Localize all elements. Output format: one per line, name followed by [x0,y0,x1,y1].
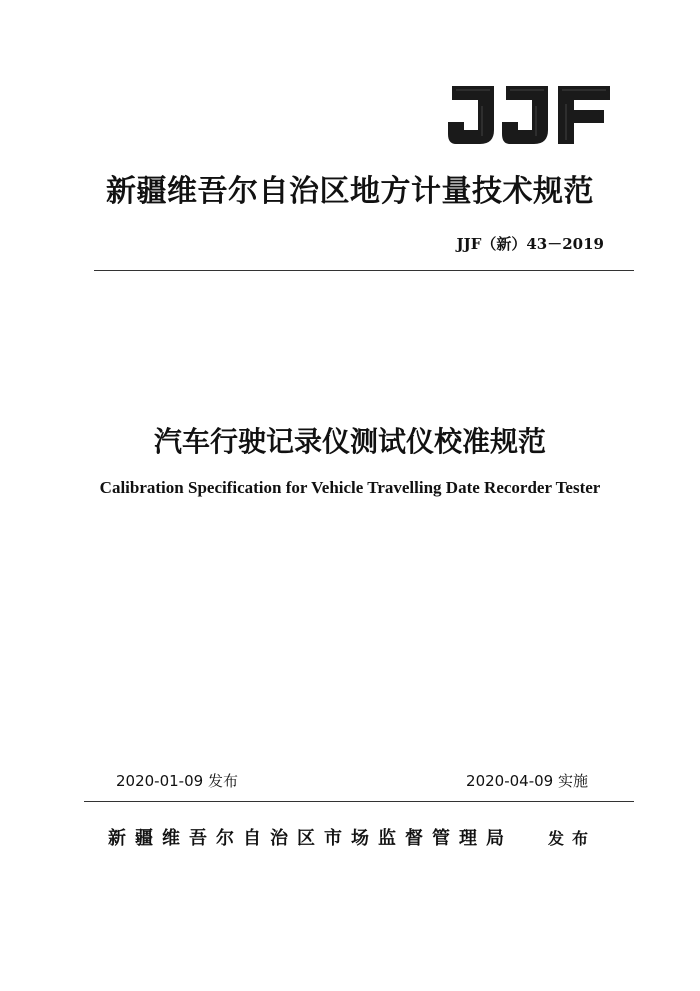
document-title-english: Calibration Specification for Vehicle Travelling Date Recorder Tester [99,478,601,497]
publish-label: 发布 [548,829,597,848]
jjf-logo [446,80,612,150]
effective-date: 2020-04-09 实施 [466,772,588,790]
issue-date: 2020-01-09 发布 [116,772,238,790]
publisher-name: 新疆维吾尔自治区市场监督管理局 [108,828,513,849]
document-title-chinese: 汽车行驶记录仪测试仪校准规范 [153,425,546,458]
series-title: 新疆维吾尔自治区地方计量技术规范 [106,174,594,209]
jjf-logo-graphic [446,80,612,150]
top-divider [94,270,634,271]
document-code: JJF（新）43－2019 [456,235,604,253]
bottom-divider [84,801,634,802]
